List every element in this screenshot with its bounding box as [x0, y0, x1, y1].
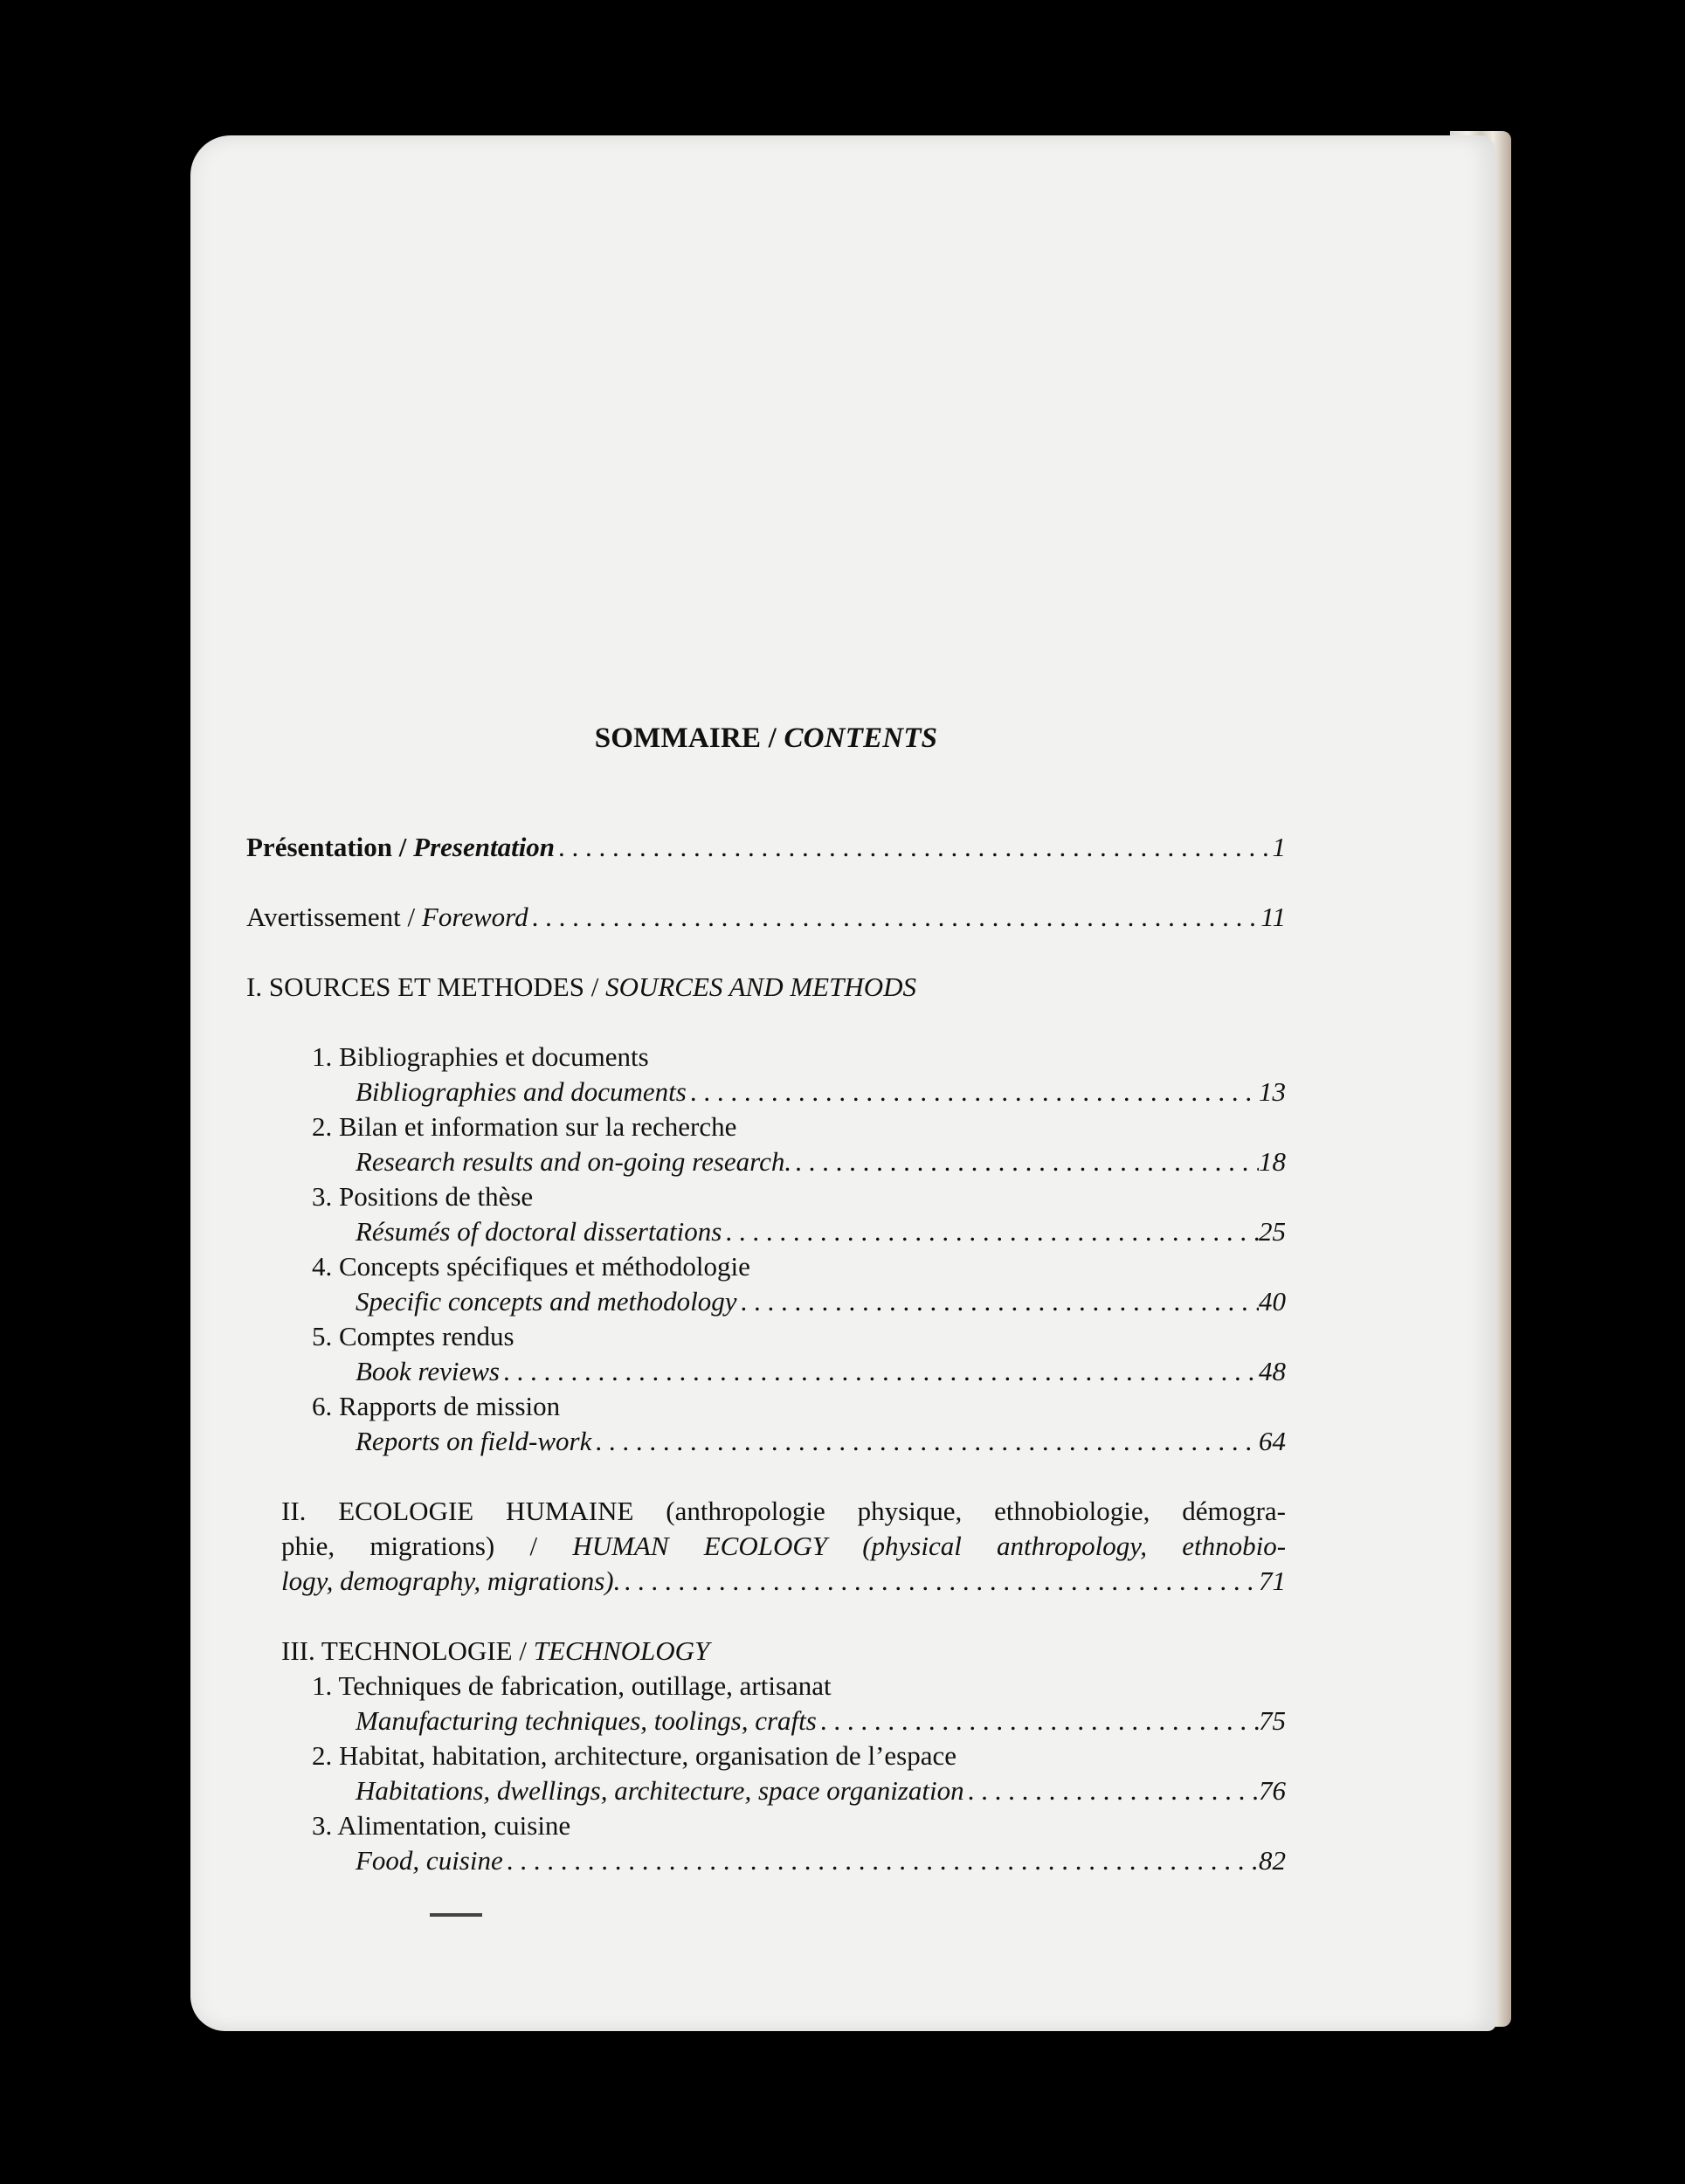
item-number: 4. [312, 1251, 333, 1282]
toc-entry-fr [312, 1179, 1286, 1214]
item-label-en: Research results and on-going research. [356, 1146, 792, 1177]
item-number: 1. [312, 1041, 333, 1072]
toc-entry-fr [312, 1319, 1286, 1354]
item-label-fr: Bilan et information sur la recherche [339, 1111, 737, 1142]
section-heading-technology [281, 1634, 1286, 1669]
item-label-en: Food, cuisine [356, 1845, 503, 1876]
toc-entry-dissertations[interactable] [356, 1214, 1286, 1249]
dot-leader [736, 1284, 1259, 1319]
entry-label-fr: Avertissement / [246, 902, 422, 932]
section-heading-en: SOURCES AND METHODS [605, 971, 917, 1002]
item-label-fr: Bibliographies et documents [339, 1041, 649, 1072]
toc-entry-manufacturing[interactable] [356, 1704, 1286, 1738]
section-heading-line: II. ECOLOGIE HUMAINE (anthropologie physique, ethnobiologie, démogra- [281, 1496, 1286, 1526]
entry-label [246, 830, 555, 865]
item-label-en: Reports on field-work [356, 1426, 592, 1456]
toc-entry-fr [312, 1389, 1286, 1424]
entry-label-en: Presentation [413, 832, 556, 862]
section-heading-en: TECHNOLOGY [533, 1635, 710, 1666]
page-number: 75 [1259, 1705, 1286, 1736]
toc-entry-fr [312, 1109, 1286, 1144]
ink-mark [430, 1913, 482, 1917]
section-heading-line-2 [281, 1529, 1286, 1564]
toc-entry-book-reviews[interactable] [356, 1354, 1286, 1389]
toc-entry-presentation[interactable] [246, 830, 1286, 865]
toc-entry-fr [312, 1738, 1286, 1773]
dot-leader [500, 1354, 1259, 1389]
item-label-en: Specific concepts and methodology [356, 1286, 737, 1317]
dot-leader [528, 900, 1261, 935]
dot-leader [555, 830, 1272, 865]
item-label-fr: Techniques de fabrication, outillage, artisanat [338, 1670, 832, 1701]
dot-leader [620, 1564, 1259, 1599]
page-number: 18 [1259, 1146, 1286, 1177]
item-label-fr: Comptes rendus [339, 1321, 514, 1351]
toc-entry-food[interactable] [356, 1843, 1286, 1878]
item-number: 5. [312, 1321, 333, 1351]
item-number: 2. [312, 1740, 333, 1771]
item-label-en: Manufacturing techniques, toolings, crafts [356, 1705, 817, 1736]
item-number: 3. [312, 1810, 333, 1841]
dot-leader [964, 1773, 1259, 1808]
page-title [246, 721, 1286, 756]
toc-entry-field-work[interactable] [356, 1424, 1286, 1459]
page-number: 13 [1259, 1076, 1286, 1107]
item-label-fr: Rapports de mission [339, 1391, 561, 1421]
dot-leader [722, 1214, 1259, 1249]
toc-entry-fr [312, 1249, 1286, 1284]
item-number: 6. [312, 1391, 333, 1421]
page-number: 25 [1259, 1216, 1286, 1247]
page-number: 71 [1259, 1565, 1286, 1596]
toc-entry-bibliographies[interactable] [356, 1075, 1286, 1109]
item-number: 3. [312, 1181, 333, 1212]
item-label-en: Book reviews [356, 1356, 500, 1386]
section-heading-fr: phie, migrations) / [281, 1531, 573, 1561]
entry-label-fr: Présentation / [246, 832, 414, 862]
item-number: 2. [312, 1111, 333, 1142]
toc-entry-habitations[interactable] [356, 1773, 1286, 1808]
item-label-en: Habitations, dwellings, architecture, space organization [356, 1775, 964, 1806]
item-label-fr: Alimentation, cuisine [337, 1810, 571, 1841]
entry-label-en: Foreword [421, 902, 528, 932]
section-heading-fr: I. SOURCES ET METHODES / [246, 971, 606, 1002]
item-number: 1. [312, 1670, 333, 1701]
toc-entry-fr [312, 1669, 1286, 1704]
item-label-fr: Habitat, habitation, architecture, organisation de l’espace [339, 1740, 956, 1771]
page-number: 82 [1259, 1845, 1286, 1876]
toc-entry-human-ecology[interactable] [281, 1564, 1286, 1599]
page-number: 48 [1259, 1356, 1286, 1386]
page-number: 40 [1259, 1286, 1286, 1317]
section-heading-en: HUMAN ECOLOGY (physical anthropology, ethnobio- [572, 1531, 1287, 1561]
title-french: SOMMAIRE / [594, 722, 784, 754]
title-english: CONTENTS [784, 722, 938, 754]
toc-entry-concepts[interactable] [356, 1284, 1286, 1319]
dot-leader [591, 1424, 1259, 1459]
item-label-fr: Concepts spécifiques et méthodologie [339, 1251, 750, 1282]
dot-leader [503, 1843, 1259, 1878]
section-heading-sources [246, 970, 1286, 1005]
page-number: 76 [1259, 1775, 1286, 1806]
section-heading-human-ecology [281, 1494, 1286, 1529]
page-number: 1 [1272, 832, 1286, 862]
toc-entry-fr [312, 1040, 1286, 1075]
page-number: 11 [1260, 902, 1286, 932]
dot-leader [817, 1704, 1259, 1738]
section-heading-en: logy, demography, migrations). [281, 1565, 621, 1596]
toc-entry-foreword[interactable] [246, 900, 1286, 935]
toc-entry-fr [312, 1808, 1286, 1843]
item-label-en: Bibliographies and documents [356, 1076, 687, 1107]
item-label-fr: Positions de thèse [339, 1181, 534, 1212]
section-heading-fr: III. TECHNOLOGIE / [281, 1635, 534, 1666]
toc-entry-research-results[interactable] [356, 1144, 1286, 1179]
dot-leader [687, 1075, 1259, 1109]
item-label-en: Résumés of doctoral dissertations [356, 1216, 722, 1247]
entry-label [246, 900, 528, 935]
page-number: 64 [1259, 1426, 1286, 1456]
dot-leader [791, 1144, 1259, 1179]
